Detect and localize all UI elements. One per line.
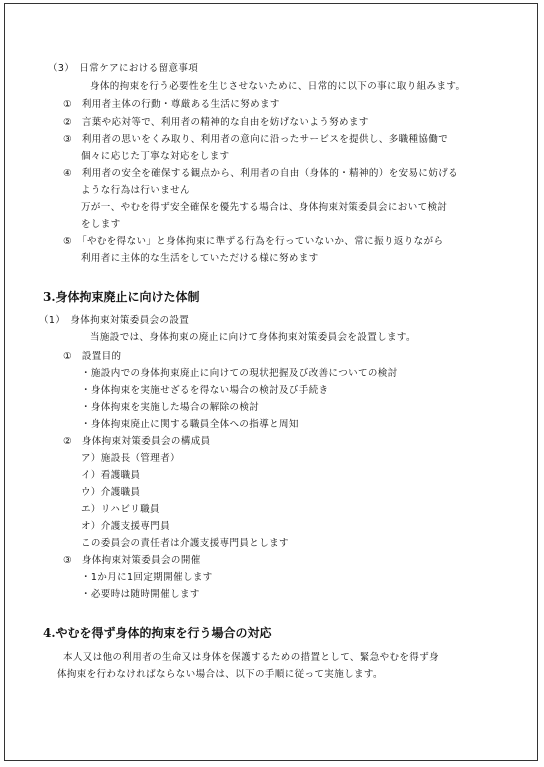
committee-responsible: この委員会の責任者は介護支援専門員とします [81,538,289,549]
meeting-heading: ③ 身体拘束対策委員会の開催 [63,555,201,566]
section4-body-2: 体拘束を行わなければならない場合は、以下の手順に従って実施します。 [57,669,383,680]
member-1: ア）施設長（管理者） [81,453,181,464]
care-item-5: ⑤ 「やむを得ない」と身体拘束に準ずる行為を行っていないか、常に振り返りながら [63,236,444,247]
members-heading: ② 身体拘束対策委員会の構成員 [63,436,211,447]
care-item-2: ② 言葉や応対等で、利用者の精神的な自由を妨げないよう努めます [63,117,369,128]
member-5: オ）介護支援専門員 [81,521,171,532]
care-item-3-cont: 個々に応じた丁寧な対応をします [81,151,230,162]
member-4: エ）リハビリ職員 [81,504,160,515]
care-item-4-note-cont: をします [81,219,121,230]
section4-body-1: 本人又は他の利用者の生命又は身体を保護するための措置として、緊急やむを得ず身 [63,652,440,663]
care-item-4-note: 万が一、やむを得ず安全確保を優先する場合は、身体拘束対策委員会において検討 [81,202,448,213]
purpose-item-2: ・身体拘束を実施せざるを得ない場合の検討及び手続き [81,385,329,396]
member-3: ウ）介護職員 [81,487,141,498]
purpose-heading: ① 設置目的 [63,351,122,362]
member-2: イ）看護職員 [81,470,141,481]
purpose-item-1: ・施設内での身体拘束廃止に向けての現状把握及び改善についての検討 [81,368,398,379]
care-item-1: ① 利用者主体の行動・尊厳ある生活に努めます [63,99,280,110]
meeting-item-2: ・必要時は随時開催します [81,589,200,600]
care-intro: 身体的拘束を行う必要性を生じさせないために、日常的に以下の事に取り組みます。 [90,81,466,92]
purpose-item-3: ・身体拘束を実施した場合の解除の検討 [81,402,260,413]
care-item-5-cont: 利用者に主体的な生活をしていただける様に努めます [81,253,319,264]
care-item-4: ④ 利用者の安全を確保する観点から、利用者の自由（身体的・精神的）を安易に妨げる [63,168,459,179]
care-item-4-cont: ような行為は行いません [81,185,190,196]
section3-intro: 当施設では、身体拘束の廃止に向けて身体拘束対策委員会を設置します。 [90,332,416,343]
document-page [4,3,538,761]
section4-title: 4.やむを得ず身体的拘束を行う場合の対応 [43,626,272,640]
purpose-item-4: ・身体拘束廃止に関する職員全体への指導と周知 [81,419,299,430]
section3-title: 3.身体拘束廃止に向けた体制 [43,290,200,304]
care-item-3: ③ 利用者の思いをくみ取り、利用者の意向に沿ったサービスを提供し、多職種協働で [63,134,449,145]
meeting-item-1: ・1か月に1回定期開催します [81,572,213,583]
section3-sub1: （1） 身体拘束対策委員会の設置 [39,315,190,326]
care-heading: （3） 日常ケアにおける留意事項 [48,63,199,74]
